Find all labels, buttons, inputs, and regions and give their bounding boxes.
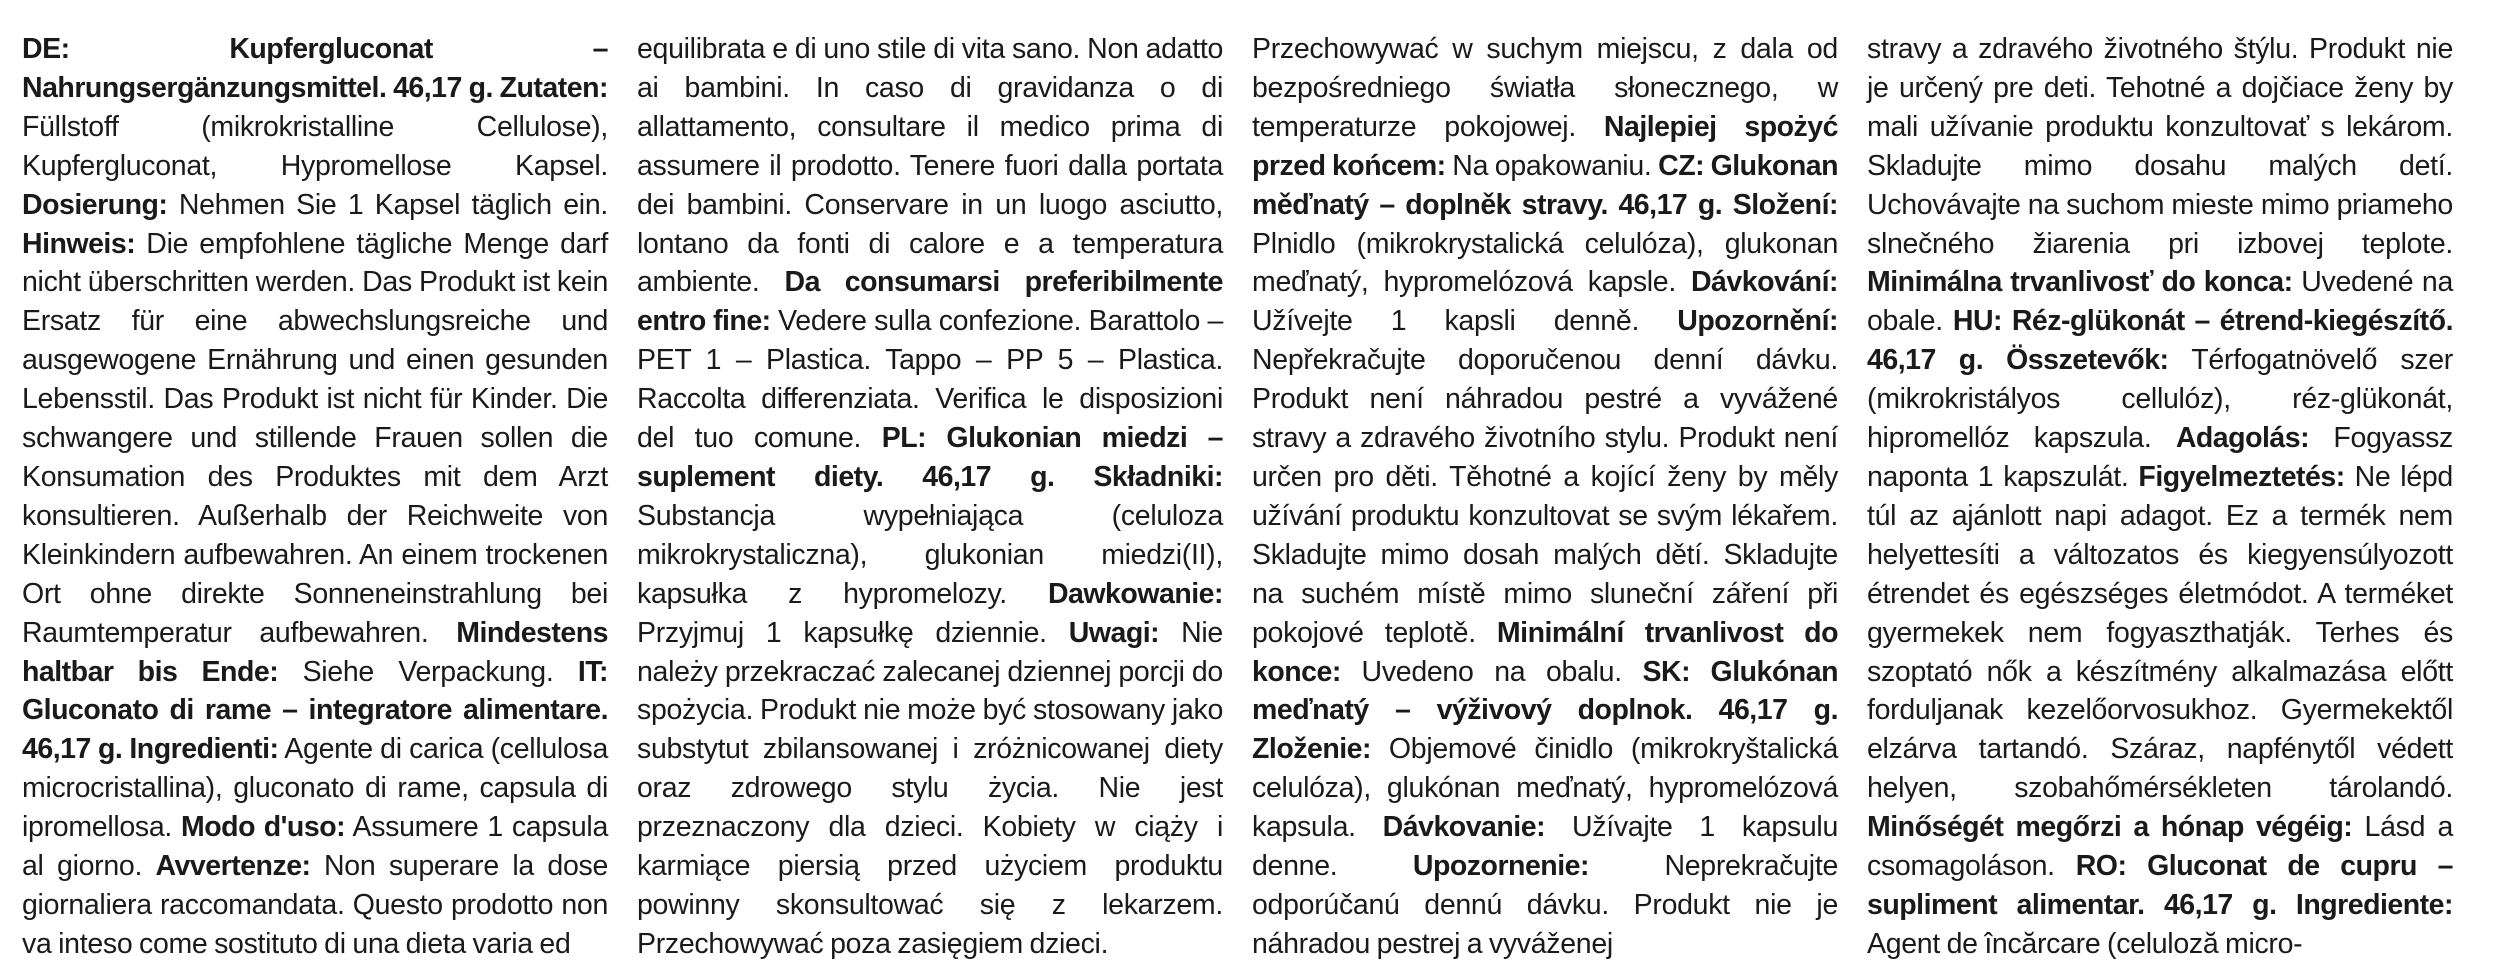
body-text: Vedere sulla confezione. Barattolo – PET 1 – Plastica. Tappo – PP 5 – Plastica. Raccolta differenziata. Verifica le disposizioni del tuo comune. — [637, 305, 1224, 455]
bold-heading-text: Minőségét megőrzi a hónap végéig: — [1867, 811, 2353, 844]
body-text: equilibrata e di uno stile di vita sano. Non adatto ai bambini. In caso di gravidanza o di allattamento, consultare il medico prima di assumere il prodotto. Tenere fuori dalla portata dei bambini. Conservare in un luogo asciutto, lontano da fonti di calore e a temperatura ambiente. — [637, 33, 1223, 299]
bold-heading-text: Dawkowanie: — [1047, 577, 1223, 610]
body-text: Agente di carica (cellulosa microcristallina), gluconato di rame, capsula di ipromellosa. — [22, 733, 608, 844]
bold-heading-text: Adagolás: — [2175, 422, 2310, 455]
bold-heading-text: Najlepiej spożyć przed końcem: — [1252, 110, 1838, 182]
body-text: Na opakowaniu. — [1445, 149, 1659, 182]
bold-heading-text: CZ: Glukonan měďnatý – doplněk stravy. 46,17 g. Složení: — [1252, 149, 1839, 221]
body-text: Przechowywać w suchym miejscu, z dala od bezpośredniego światła słonecznego, w temperaturze pokojowej. — [1252, 33, 1838, 143]
body-text: Uvedeno na obalu. — [1340, 655, 1643, 688]
bold-heading-text: Dosierung: — [22, 188, 168, 221]
bold-heading-text: DE: Kupfergluconat – Nahrungsergänzungsmittel. 46,17 g. Zutaten: — [22, 33, 608, 104]
body-text: Agent de încărcare (celuloză micro- — [1867, 927, 2303, 960]
body-text: Plnidlo (mikrokrystalická celulóza), glukonan meďnatý, hypromelózová kapsle. — [1252, 227, 1838, 299]
bold-heading-text: Uwagi: — [1068, 616, 1160, 649]
body-text: Przyjmuj 1 kapsułkę dziennie. — [637, 616, 1069, 649]
body-text: Nepřekračujte doporučenou denní dávku. Produkt není náhradou pestré a vyvážené stravy a zdravého životního stylu. Produkt není určen pro děti. Těhotné a kojící ženy by měly užívání produktu konzultovat se svým lékařem. Skladujte mimo dosah malých dětí. Skladujte na suchém místě mimo sluneční záření při pokojové teplotě. — [1252, 344, 1838, 649]
bold-heading-text: IT: Gluconato di rame – integratore alimentare. 46,17 g. Ingredienti: — [22, 655, 609, 766]
text-column-4 — [1867, 30, 2453, 964]
body-text: Ne lépd túl az ajánlott napi adagot. Ez a termék nem helyettesíti a változatos és kiegyensúlyozott étrendet és egészséges életmódot. A terméket gyermekek nem fogyaszthatják. Terhes és szoptató nők a készítmény alkalmazása előtt forduljanak kezelőorvosukhoz. Gyermekektől elzárva tartandó. Száraz, napfénytől védett helyen, szobahőmérsékleten tárolandó. — [1867, 460, 2453, 805]
bold-heading-text: SK: Glukónan meďnatý – výživový doplnok. 46,17 g. Zloženie: — [1252, 655, 1838, 766]
bold-heading-text: Figyelmeztetés: — [2138, 460, 2345, 493]
bold-heading-text: RO: Gluconat de cupru – supliment alimentar. 46,17 g. Ingrediente: — [1867, 850, 2453, 921]
bold-heading-text: Da consumarsi preferibilmente entro fine: — [637, 266, 1223, 338]
body-text: Užívejte 1 kapsli denně. — [1252, 305, 1678, 338]
bold-heading-text: HU: Réz-glükonát – étrend-kiegészítő. 46,17 g. Összetevők: — [1867, 305, 2453, 377]
bold-heading-text: Minimálna trvanlivosť do konca: — [1867, 266, 2293, 299]
body-text: stravy a zdravého životného štýlu. Produkt nie je určený pre deti. Tehotné a dojčiace ženy by mali užívanie produktu konzultovať s lekárom. Skladujte mimo dosahu malých detí. Uchovávajte na suchom mieste mimo priameho slnečného žiarenia pri izbovej teplote. — [1867, 33, 2453, 260]
body-text: Térfogatnövelő szer (mikrokristályos cellulóz), réz-glükonát, hipromellóz kapszula. — [1867, 344, 2453, 455]
body-text: Užívajte 1 kapsulu denne. — [1252, 811, 1838, 883]
text-column-1 — [22, 30, 608, 964]
bold-heading-text: Modo d'uso: — [181, 811, 346, 844]
bold-heading-text: Dávkování: — [1690, 266, 1838, 299]
body-text: Lásd a csomagoláson. — [1867, 811, 2453, 883]
body-text: Uvedené na obale. — [1867, 266, 2453, 338]
bold-heading-text: Upozornenie: — [1412, 850, 1589, 883]
body-text: Objemové činidlo (mikrokryštalická celulóza), glukónan meďnatý, hypromelózová kapsula. — [1252, 733, 1838, 844]
text-column-2 — [637, 30, 1223, 964]
bold-heading-text: Dávkovanie: — [1382, 811, 1546, 844]
bold-heading-text: Minimální trvanlivost do konce: — [1252, 616, 1838, 688]
body-text: Nie należy przekraczać zalecanej dziennej porcji do spożycia. Produkt nie może być stosowany jako substytut zbilansowanej i zróżnicowanej diety oraz zdrowego stylu życia. Nie jest przeznaczony dla dzieci. Kobiety w ciąży i karmiące piersią przed użyciem produktu powinny skonsultować się z lekarzem. Przechowywać poza zasięgiem dzieci. — [637, 616, 1223, 960]
body-text: Fogyassz naponta 1 kapszulát. — [1867, 422, 2453, 493]
body-text: Assumere 1 capsula al giorno. — [22, 811, 608, 883]
body-text: Nehmen Sie 1 Kapsel täglich ein. — [167, 188, 608, 221]
bold-heading-text: PL: Glukonian miedzi – suplement diety. 46,17 g. Składniki: — [637, 422, 1223, 493]
body-text: Non superare la dose giornaliera raccomandata. Questo prodotto non va inteso come sostituto di una dieta varia ed — [22, 850, 608, 960]
body-text: Siehe Verpackung. — [278, 655, 578, 688]
text-column-3 — [1252, 30, 1838, 964]
body-text: Neprekračujte odporúčanú dennú dávku. Produkt nie je náhradou pestrej a vyváženej — [1252, 850, 1838, 960]
bold-heading-text: Hinweis: — [22, 227, 136, 260]
bold-heading-text: Avvertenze: — [155, 850, 311, 883]
body-text: Substancja wypełniająca (celuloza mikrokrystaliczna), glukonian miedzi(II), kapsułka z hypromelozy. — [637, 499, 1223, 610]
body-text: Die empfohlene tägliche Menge darf nicht überschritten werden. Das Produkt ist kein Ersatz für eine abwechslungsreiche und ausgewogene Ernährung und einen gesunden Lebensstil. Das Produkt ist nicht für Kinder. Die schwangere und stillende Frauen sollen die Konsumation des Produktes mit dem Arzt konsultieren. Außerhalb der Reichweite von Kleinkindern aufbewahren. An einem trockenen Ort ohne direkte Sonneneinstrahlung bei Raumtemperatur aufbewahren. — [22, 227, 608, 649]
bold-heading-text: Mindestens haltbar bis Ende: — [22, 616, 608, 688]
body-text: Füllstoff (mikrokristalline Cellulose), Kupfergluconat, Hypromellose Kapsel. — [22, 110, 608, 182]
bold-heading-text: Upozornění: — [1677, 305, 1838, 338]
